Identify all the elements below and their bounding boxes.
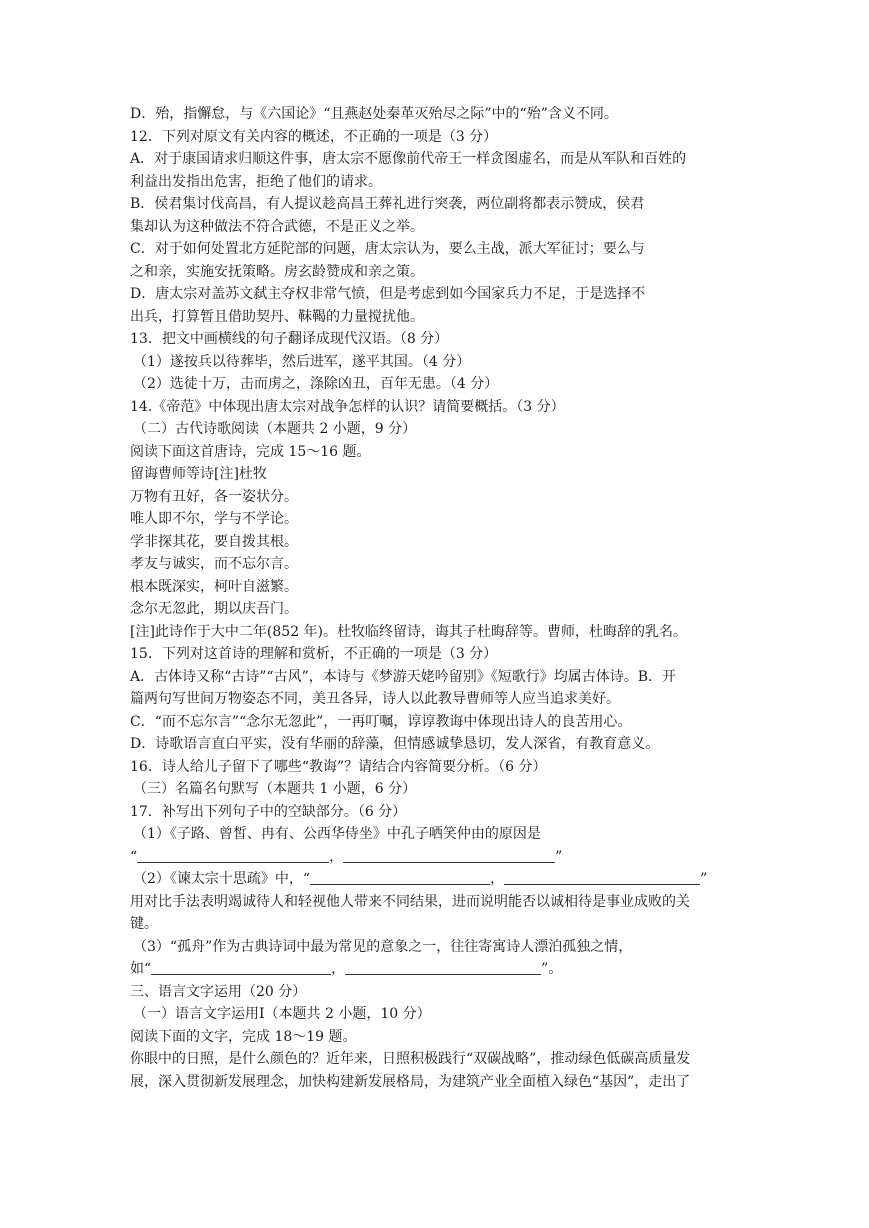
q12-option-c-line1: C．对于如何处置北方延陀部的问题，唐太宗认为，要么主战，派大军征讨；要么与 bbox=[130, 241, 645, 257]
q15-option-d: D．诗歌语言直白平实，没有华丽的辞藻，但情感诚挚恳切，发人深省，有教育意义。 bbox=[130, 736, 660, 752]
fill-blank[interactable] bbox=[310, 870, 490, 885]
poem-line: 念尔无忽此，期以庆吾门。 bbox=[130, 601, 298, 617]
poem-line: 根本既深实，柯叶自滋繁。 bbox=[130, 578, 298, 595]
q14-stem: 14.《帝范》中体现出唐太宗对战争怎样的认识？请简要概括。（3 分） bbox=[130, 398, 565, 415]
poem-title: 留诲曹师等诗[注]杜牧 bbox=[130, 466, 267, 482]
q13-stem: 13．把文中画横线的句子翻译成现代汉语。（8 分） bbox=[130, 331, 449, 347]
q17-item-2-prefix: （2）《谏太宗十思疏》中， bbox=[133, 871, 303, 887]
q17-item-3-blanks bbox=[130, 958, 740, 981]
q17-item-3-text: （3）“孤舟”作为古典诗词中最为常见的意象之一，往往寄寓诗人漂泊孤独之情， bbox=[133, 938, 633, 955]
q15-stem: 15．下列对这首诗的理解和赏析，不正确的一项是（3 分） bbox=[130, 646, 498, 662]
open-quote: “ bbox=[130, 848, 138, 865]
fill-blank[interactable] bbox=[151, 960, 331, 975]
q12-option-d-line2: 出兵，打算暂且借助契丹、靺鞨的力量搅扰他。 bbox=[130, 308, 424, 325]
q15-option-c: C．“而不忘尔言”“念尔无忽此”，一再叮嘱，谆谆教诲中体现出诗人的良苦用心。 bbox=[130, 713, 632, 730]
q17-stem: 17．补写出下列句子中的空缺部分。（6 分） bbox=[130, 803, 407, 820]
q12-option-a-line1: A．对于康国请求归顺这件事，唐太宗不愿像前代帝王一样贪图虚名，而是从军队和百姓的 bbox=[130, 151, 687, 167]
poem-line: 唯人即不尔，学与不学论。 bbox=[130, 511, 298, 527]
fill-blank[interactable] bbox=[345, 960, 541, 975]
close-quote: ” bbox=[700, 871, 708, 887]
poem-line: 万物有丑好，各一姿状分。 bbox=[130, 488, 298, 505]
q12-option-d-line1: D．唐太宗对盖苏文弑主夺权非常气愤，但是考虑到如今国家兵力不足，于是选择不 bbox=[130, 286, 646, 302]
poem-section-heading: （二）古代诗歌阅读（本题共 2 小题，9 分） bbox=[133, 421, 417, 437]
poem-note: [注]此诗作于大中二年(852 年)。杜牧临终留诗，诲其子杜晦辞等。曹师，杜晦辞的乳名。 bbox=[130, 623, 688, 640]
open-quote: “ bbox=[302, 871, 311, 887]
q17-item-2-tail-line2: 键。 bbox=[130, 916, 158, 932]
dictation-section-heading: （三）名篇名句默写（本题共 1 小题，6 分） bbox=[133, 781, 417, 797]
q17-item-2 bbox=[130, 868, 740, 891]
q17-item-1-text: （1）《子路、曾皙、冉有、公西华侍坐》中孔子哂笑仲由的原因是 bbox=[133, 826, 541, 842]
q12-option-a-line2: 利益出发指出危害，拒绝了他们的请求。 bbox=[130, 173, 382, 190]
comma: ， bbox=[329, 848, 344, 865]
comma: ， bbox=[331, 961, 346, 977]
q11-option-d: D．殆，指懈怠，与《六国论》“且燕赵处秦革灭殆尽之际”中的“殆”含义不同。 bbox=[130, 106, 618, 122]
q12-option-c-line2: 之和亲，实施安抚策略。房玄龄赞成和亲之策。 bbox=[130, 263, 424, 280]
q17-item-3-prefix: 如 bbox=[130, 961, 144, 977]
passage-line-2: 展，深入贯彻新发展理念，加快构建新发展格局，为建筑产业全面植入绿色“基因”，走出了 bbox=[130, 1073, 691, 1090]
fill-blank[interactable] bbox=[343, 848, 555, 863]
q12-option-b-line1: B．侯君集讨伐高昌，有人提议趁高昌王葬礼进行突袭，两位副将都表示赞成，侯君 bbox=[130, 196, 645, 212]
q17-item-2-tail-line1: 用对比手法表明竭诚待人和轻视他人带来不同结果，进而说明能否以诚相待是事业成败的关 bbox=[130, 893, 690, 910]
poem-intro: 阅读下面这首唐诗，完成 15～16 题。 bbox=[130, 443, 371, 460]
fill-blank[interactable] bbox=[137, 848, 329, 863]
section-3-heading: 三、语言文字运用（20 分） bbox=[130, 983, 307, 1000]
poem-line: 孝友与诚实，而不忘尔言。 bbox=[130, 556, 298, 572]
q12-option-b-line2: 集却认为这种做法不符合武德，不是正义之举。 bbox=[130, 218, 424, 235]
document-page bbox=[130, 103, 740, 1093]
close-quote: ” bbox=[555, 848, 563, 865]
section-3-sub-heading: （一）语言文字运用Ⅰ（本题共 2 小题，10 分） bbox=[133, 1006, 431, 1022]
fill-blank[interactable] bbox=[504, 870, 700, 885]
passage-line-1: 你眼中的日照，是什么颜色的？近年来，日照积极践行“双碳战略”，推动绿色低碳高质量发 bbox=[130, 1051, 691, 1067]
q16-stem: 16．诗人给儿子留下了哪些“教诲”？请结合内容简要分析。（6 分） bbox=[130, 758, 547, 775]
close-quote-period: ”。 bbox=[541, 961, 563, 977]
q13-sentence-1: （1）遂按兵以待葬毕，然后进军，遂平其国。（4 分） bbox=[133, 353, 471, 370]
q12-stem: 12．下列对原文有关内容的概述，不正确的一项是（3 分） bbox=[130, 128, 498, 145]
section-3-intro: 阅读下面的文字，完成 18～19 题。 bbox=[130, 1028, 357, 1045]
q13-sentence-2: （2）选徒十万，击而虏之，涤除凶丑，百年无患。（4 分） bbox=[133, 376, 499, 392]
comma: ， bbox=[490, 871, 505, 887]
q15-option-a-line2: 篇两句写世间万物姿态不同，美丑各异，诗人以此教导曹师等人应当追求美好。 bbox=[130, 691, 620, 707]
poem-line: 学非探其花，要自拨其根。 bbox=[130, 533, 298, 550]
q15-option-a-line1: A．古体诗又称“古诗”“古风”，本诗与《梦游天姥吟留别》《短歌行》均属古体诗。B．开 bbox=[130, 668, 677, 685]
q17-item-1-blanks bbox=[130, 846, 740, 869]
open-quote: “ bbox=[144, 961, 152, 977]
